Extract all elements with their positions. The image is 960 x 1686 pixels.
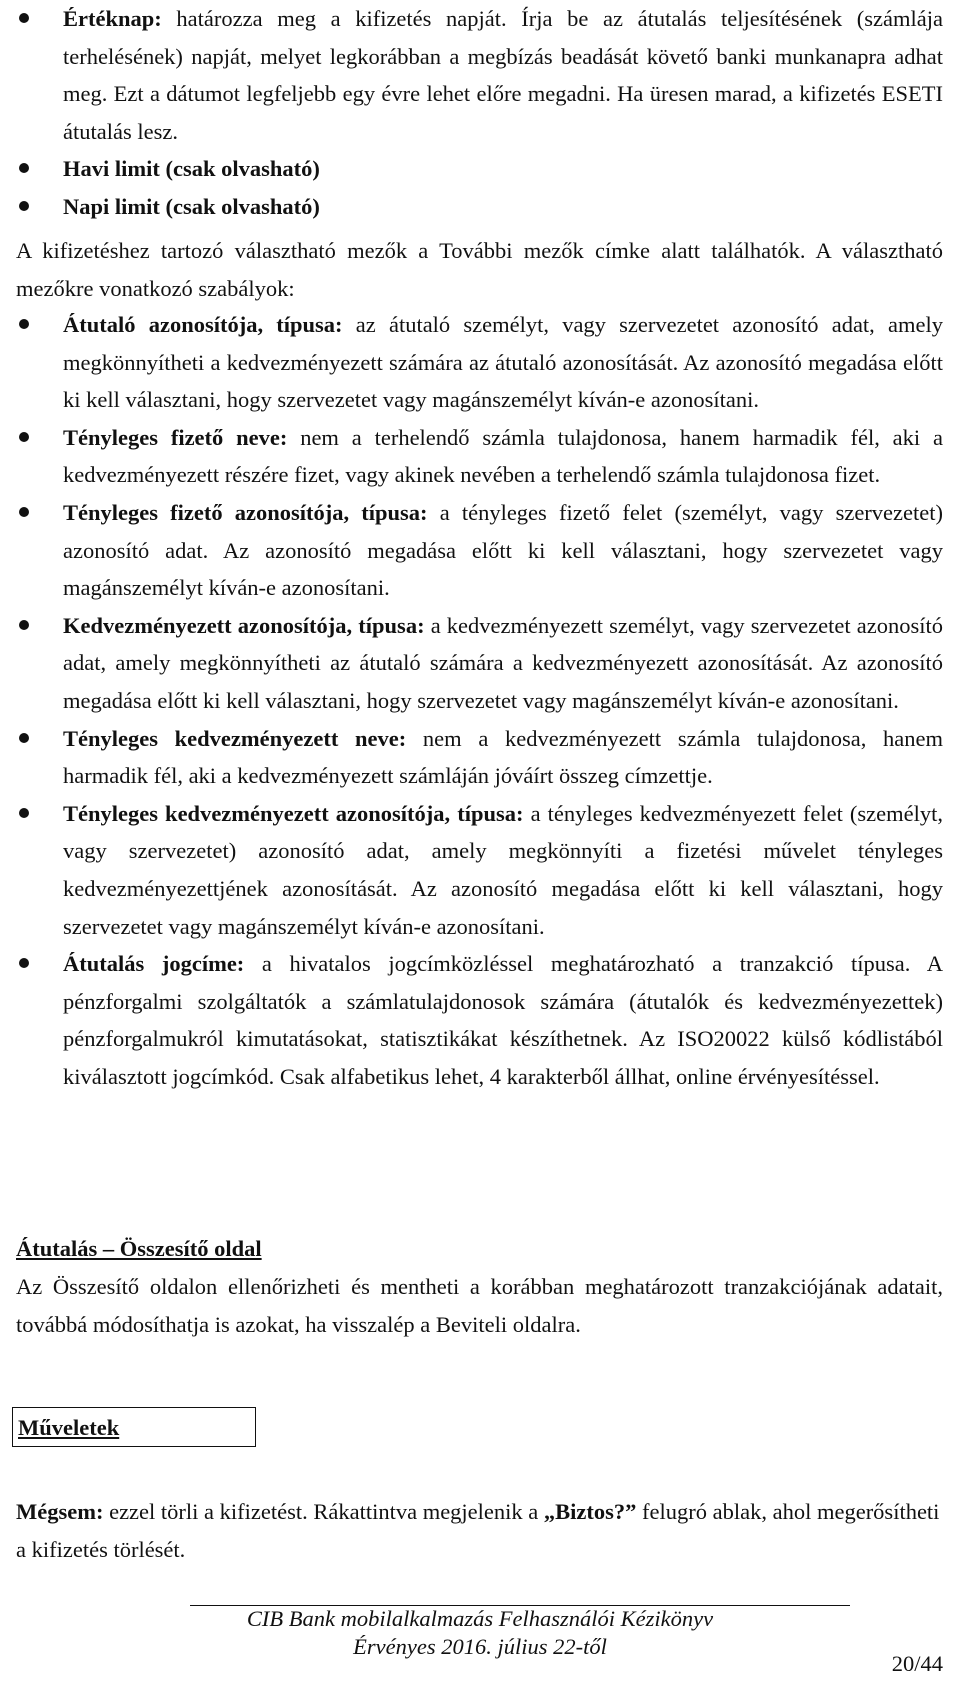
cancel-term: Mégsem:: [16, 1499, 104, 1524]
field-term: Átutaló azonosítója, típusa:: [63, 312, 343, 337]
summary-paragraph: Az Összesítő oldalon ellenőrizheti és mentheti a korábban meghatározott tranzakciójának adatait, továbbá módosíthatja is azokat, ha visszalép a Beviteli oldalra.: [16, 1274, 943, 1337]
field-term: Havi limit (csak olvasható): [63, 156, 320, 182]
bullet-icon: [19, 958, 29, 968]
optional-field-rules-list: [0, 306, 960, 1095]
field-term: Tényleges fizető neve:: [63, 424, 288, 450]
field-description: a tényleges fizető felet (személyt, vagy szervezetet) azonosító adat. Az azonosító megadása előtt ki kell választani, hogy szervezetet vagy magánszemélyt kíván-e azonosítani.: [63, 499, 943, 601]
field-description: nem a kedvezményezett számla tulajdonosa, hanem harmadik fél, aki a kedvezményezett számláján jóváírt összeg címzettje.: [63, 725, 943, 789]
field-term: Átutalás jogcíme:: [63, 951, 245, 977]
field-term: Tényleges fizető azonosítója, típusa:: [63, 499, 428, 525]
cancel-text-end: felugró ablak, ahol megerősítheti a kifizetés törlését.: [16, 1499, 940, 1562]
field-term: Tényleges kedvezményezett azonosítója, típusa:: [63, 800, 524, 826]
bullet-icon: [19, 319, 29, 329]
list-item: [0, 720, 960, 795]
bullet-icon: [19, 432, 29, 442]
list-item: [0, 0, 960, 150]
list-item: [0, 795, 960, 945]
cancel-description: [16, 1493, 943, 1568]
field-term: Kedvezményezett azonosítója, típusa:: [63, 612, 425, 638]
field-description: nem a terhelendő számla tulajdonosa, hanem harmadik fél, aki a kedvezményezett részére fizet, vagy akinek nevében a terhelendő számla tulajdonosa fizet.: [63, 424, 943, 488]
bullet-icon: [19, 507, 29, 517]
field-description: a hivatalos jogcímközléssel meghatározható a tranzakció típusa. A pénzforgalmi szolgáltatók a számlatulajdonosok számára (átutalók és kedvezményezettek) pénzforgalmukról kimutatásokat, statisztikákat készíthetnek. Az ISO20022 külső kódlistából kiválasztott jogcímkód. Csak alfabetikus lehet, 4 karakterből állhat, online érvényesítéssel.: [63, 951, 943, 1089]
field-term: Értéknap:: [63, 6, 162, 31]
field-description: az átutaló személyt, vagy szervezetet azonosító adat, amely megkönnyítheti a kedvezményezett számára az átutaló azonosítását. Az azonosító megadása előtt ki kell választani, hogy szervezetet vagy magánszemélyt kíván-e azonosítani.: [63, 312, 943, 413]
field-description: a tényleges kedvezményezett felet (személyt, vagy szervezetet) azonosító adat, amely megkönnyíti a fizetési művelet tényleges kedvezményezettjének azonosítását. Az azonosító megadása előtt ki kell választani, hogy szervezetet vagy magánszemélyt kíván-e azonosítani.: [63, 800, 943, 939]
bullet-icon: [19, 163, 29, 173]
field-description: határozza meg a kifizetés napját. Írja be az átutalás teljesítésének (számlája terhelésének) napját, melyet legkorábban a megbízás beadását követő banki munkanapra adhat meg. Ezt a dátumot legfeljebb egy évre lehet előre megadni. Ha üresen marad, a kifizetés ESETI átutalás lesz.: [63, 6, 943, 144]
bullet-icon: [19, 808, 29, 818]
list-item: [0, 607, 960, 720]
footer-validity: Érvényes 2016. július 22-től: [353, 1634, 607, 1659]
footer-title: CIB Bank mobilalkalmazás Felhasználói Kézikönyv: [246, 1606, 714, 1631]
confirm-popup-name: „Biztos?”: [543, 1499, 637, 1524]
field-term: Tényleges kedvezményezett neve:: [63, 725, 407, 751]
list-item: [0, 494, 960, 607]
list-item: [0, 188, 960, 226]
cancel-text: ezzel törli a kifizetést. Rákattintva megjelenik a: [103, 1499, 544, 1524]
bullet-icon: [19, 620, 29, 630]
field-term: Napi limit (csak olvasható): [63, 193, 320, 219]
list-item: [0, 150, 960, 188]
list-item: [0, 306, 960, 419]
section-title: Átutalás – Összesítő oldal: [16, 1236, 262, 1261]
field-description: a kedvezményezett személyt, vagy szervezetet azonosító adat, amely megkönnyítheti az átutaló számára a kedvezményezett azonosítását. Az azonosító megadása előtt ki kell választani, hogy szervezetet vagy magánszemélyt kíván-e azonosítani.: [63, 612, 943, 713]
list-item: [0, 419, 960, 494]
bullet-icon: [19, 201, 29, 211]
bullet-icon: [19, 733, 29, 743]
list-item: [0, 945, 960, 1095]
section-heading-summary: [16, 1230, 943, 1268]
top-field-list: [0, 0, 960, 226]
bullet-icon: [19, 13, 29, 23]
intro-paragraph: A kifizetéshez tartozó választható mezők a További mezők címke alatt találhatók. A választható mezőkre vonatkozó szabályok:: [16, 238, 943, 301]
operations-heading-box: [12, 1407, 256, 1447]
operations-title: Műveletek: [18, 1415, 120, 1440]
page-number: 20/44: [891, 1651, 943, 1676]
